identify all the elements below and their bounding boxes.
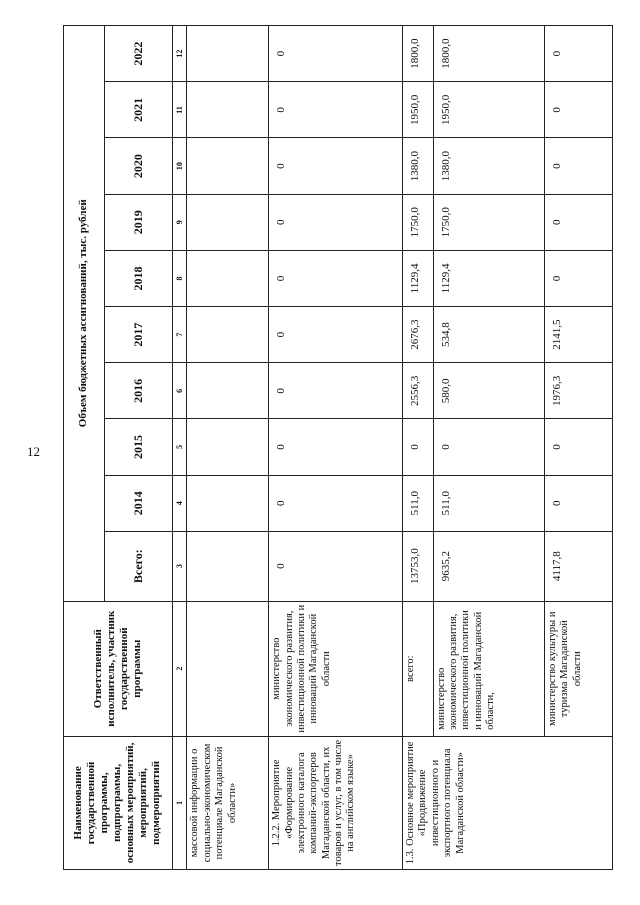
value-cell: 1129,4 bbox=[433, 250, 544, 306]
value-cell: 0 bbox=[544, 250, 612, 306]
column-index: 9 bbox=[172, 194, 187, 250]
value-cell: 0 bbox=[269, 363, 403, 419]
value-cell: 0 bbox=[544, 138, 612, 194]
column-index: 6 bbox=[172, 363, 187, 419]
header-year: 2016 bbox=[104, 363, 172, 419]
budget-table bbox=[63, 25, 613, 870]
executor-cell: министерство культуры и туризма Магаданской области bbox=[544, 601, 612, 736]
value-cell: 1750,0 bbox=[403, 194, 434, 250]
table-row bbox=[269, 26, 403, 870]
value-cell: 2556,3 bbox=[403, 363, 434, 419]
program-name-cell: 1.3. Основное мероприятие «Продвижение инвестиционного и экспортного потенциала Магаданской области» bbox=[403, 736, 613, 869]
header-row-group bbox=[64, 26, 105, 870]
executor-cell: министерство экономического развития, инвестиционной политики и инноваций Магаданской области bbox=[269, 601, 403, 736]
value-cell: 1380,0 bbox=[433, 138, 544, 194]
total-cell: 4117,8 bbox=[544, 531, 612, 601]
header-budget-volume: Объем бюджетных ассигнований, тыс. рублей bbox=[64, 26, 105, 602]
value-cell: 1950,0 bbox=[403, 82, 434, 138]
table-row bbox=[403, 26, 434, 870]
executor-cell: всего: bbox=[403, 601, 434, 736]
value-cell bbox=[187, 419, 269, 475]
rotated-page-area bbox=[63, 25, 613, 870]
program-name-cell: массовой информации о социально-экономическом потенциале Магаданской области» bbox=[187, 736, 269, 869]
value-cell: 511,0 bbox=[403, 475, 434, 531]
value-cell: 1950,0 bbox=[433, 82, 544, 138]
header-year: 2018 bbox=[104, 250, 172, 306]
header-year: 2014 bbox=[104, 475, 172, 531]
header-year: 2020 bbox=[104, 138, 172, 194]
header-year: 2017 bbox=[104, 307, 172, 363]
value-cell: 0 bbox=[269, 26, 403, 82]
program-name-cell: 1.2.2. Мероприятие «Формирование электронного каталога компаний-экспортеров Магаданской области, их товаров и услуг, в том числе на английском языке» bbox=[269, 736, 403, 869]
column-index: 5 bbox=[172, 419, 187, 475]
value-cell: 1750,0 bbox=[433, 194, 544, 250]
value-cell: 0 bbox=[433, 419, 544, 475]
column-index: 1 bbox=[172, 736, 187, 869]
value-cell: 0 bbox=[544, 419, 612, 475]
value-cell: 0 bbox=[269, 138, 403, 194]
value-cell: 0 bbox=[403, 419, 434, 475]
value-cell: 1800,0 bbox=[403, 26, 434, 82]
executor-cell bbox=[187, 601, 269, 736]
value-cell bbox=[187, 138, 269, 194]
value-cell: 1800,0 bbox=[433, 26, 544, 82]
header-year: 2015 bbox=[104, 419, 172, 475]
column-index: 4 bbox=[172, 475, 187, 531]
header-executor: Ответственный исполнитель, участник государственной программы bbox=[64, 601, 173, 736]
value-cell: 0 bbox=[269, 250, 403, 306]
column-index: 8 bbox=[172, 250, 187, 306]
value-cell: 0 bbox=[544, 475, 612, 531]
column-index-row bbox=[172, 26, 187, 870]
value-cell: 511,0 bbox=[433, 475, 544, 531]
header-total: Всего: bbox=[104, 531, 172, 601]
table-row bbox=[187, 26, 269, 870]
value-cell bbox=[187, 194, 269, 250]
executor-cell: министерство экономического развития, инвестиционной политики и инноваций Магаданской области, bbox=[433, 601, 544, 736]
header-year: 2019 bbox=[104, 194, 172, 250]
column-index: 2 bbox=[172, 601, 187, 736]
value-cell: 0 bbox=[269, 307, 403, 363]
value-cell: 1129,4 bbox=[403, 250, 434, 306]
header-year: 2021 bbox=[104, 82, 172, 138]
value-cell bbox=[187, 363, 269, 419]
value-cell: 0 bbox=[269, 82, 403, 138]
value-cell: 0 bbox=[544, 194, 612, 250]
value-cell: 0 bbox=[269, 194, 403, 250]
value-cell: 2141,5 bbox=[544, 307, 612, 363]
column-index: 11 bbox=[172, 82, 187, 138]
value-cell bbox=[187, 26, 269, 82]
value-cell: 0 bbox=[544, 26, 612, 82]
column-index: 12 bbox=[172, 26, 187, 82]
column-index: 10 bbox=[172, 138, 187, 194]
total-cell: 13753,0 bbox=[403, 531, 434, 601]
rotated-table-container bbox=[63, 25, 613, 870]
value-cell bbox=[187, 307, 269, 363]
value-cell: 0 bbox=[269, 419, 403, 475]
value-cell: 580,0 bbox=[433, 363, 544, 419]
value-cell: 0 bbox=[269, 475, 403, 531]
value-cell: 2676,3 bbox=[403, 307, 434, 363]
value-cell: 1976,3 bbox=[544, 363, 612, 419]
value-cell bbox=[187, 250, 269, 306]
value-cell bbox=[187, 475, 269, 531]
column-index: 3 bbox=[172, 531, 187, 601]
value-cell: 0 bbox=[544, 82, 612, 138]
value-cell: 534,8 bbox=[433, 307, 544, 363]
total-cell: 9635,2 bbox=[433, 531, 544, 601]
value-cell: 1380,0 bbox=[403, 138, 434, 194]
total-cell: 0 bbox=[269, 531, 403, 601]
value-cell bbox=[187, 82, 269, 138]
total-cell bbox=[187, 531, 269, 601]
page-number: 12 bbox=[27, 444, 40, 459]
header-year: 2022 bbox=[104, 26, 172, 82]
column-index: 7 bbox=[172, 307, 187, 363]
header-program-name: Наименование государственной программы, подпрограммы, основных мероприятий, мероприятий, подмероприятий bbox=[64, 736, 173, 869]
